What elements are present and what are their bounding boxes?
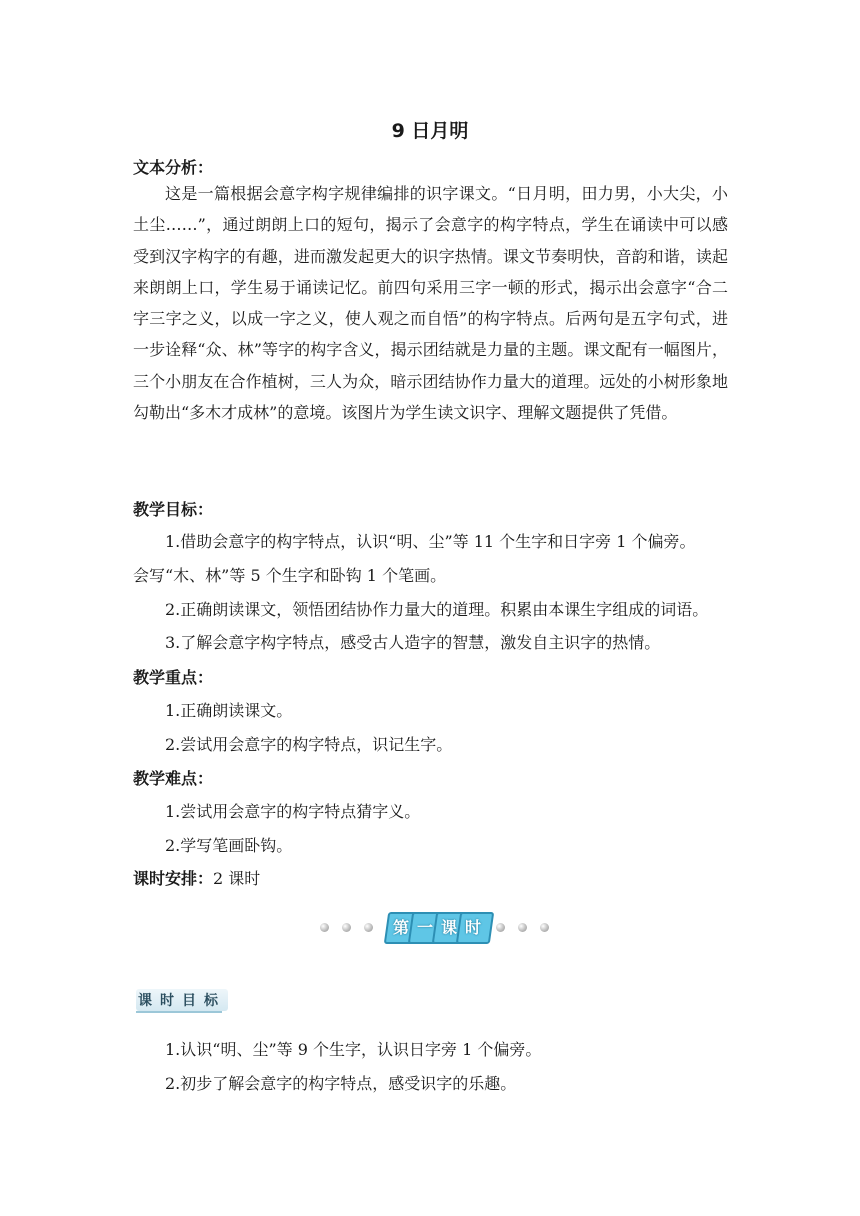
difficulties-heading: 教学难点： <box>133 769 214 788</box>
badge-char: 一 <box>416 918 433 937</box>
lesson-goal-item-2: 2.初步了解会意字的构字特点，感受识字的乐趣。 <box>165 1074 517 1093</box>
analysis-heading: 文本分析： <box>133 158 214 177</box>
badge-char: 第 <box>392 918 409 937</box>
difficulty-item-2: 2.学写笔画卧钩。 <box>165 836 293 855</box>
goals-heading: 教学目标： <box>133 500 214 519</box>
schedule-label: 课时安排： <box>133 869 214 888</box>
banner-dot-icon <box>320 923 329 932</box>
badge-char: 时 <box>464 918 481 937</box>
lesson-one-badge <box>386 912 484 942</box>
key-point-item-1: 1.正确朗读课文。 <box>165 701 293 720</box>
lesson-goals-tag-label: 课时目标 <box>138 993 226 1009</box>
key-point-item-2: 2.尝试用会意字的构字特点，识记生字。 <box>165 735 453 754</box>
banner-dot-icon <box>364 923 373 932</box>
banner-dot-icon <box>342 923 351 932</box>
schedule-value: 2 课时 <box>213 869 261 888</box>
lesson-goals-tag <box>136 989 228 1011</box>
analysis-paragraph: 这是一篇根据会意字构字规律编排的识字课文。“日月明，田力男，小大尖，小土尘……”，通过朗朗上口的短句，揭示了会意字的构字特点，学生在诵读中可以感受到汉字构字的有趣，进而激发起更大的识字热情。课文节奏明快，音韵和谐，读起来朗朗上口，学生易于诵读记忆。前四句采用三字一顿的形式，揭示出会意字“合二字三字之义，以成一字之义，使人观之而自悟”的构字特点。后两句是五字句式，进一步诠释“众、林”等字的构字含义，揭示团结就是力量的主题。课文配有一幅图片，三个小朋友在合作植树，三人为众，暗示团结协作力量大的道理。远处的小树形象地勾勒出“多木才成林”的意境。该图片为学生读文识字、理解文题提供了凭借。 <box>133 184 728 423</box>
lesson-goals-underline <box>136 1011 222 1013</box>
key-points-heading: 教学重点： <box>133 668 214 687</box>
badge-char: 课 <box>440 918 457 937</box>
lesson-one-banner <box>318 911 548 945</box>
schedule-line <box>133 866 260 889</box>
goal-item-2: 2.正确朗读课文，领悟团结协作力量大的道理。积累由本课生字组成的词语。 <box>165 600 709 619</box>
difficulty-item-1: 1.尝试用会意字的构字特点猜字义。 <box>165 802 421 821</box>
goal-item-1-cont: 会写“木、林”等 5 个生字和卧钩 1 个笔画。 <box>133 566 447 585</box>
page-title: 9 日月明 <box>391 120 469 142</box>
banner-dot-icon <box>518 923 527 932</box>
goal-item-3: 3.了解会意字构字特点，感受古人造字的智慧，激发自主识字的热情。 <box>165 633 661 652</box>
banner-dot-icon <box>496 923 505 932</box>
lesson-goal-item-1: 1.认识“明、尘”等 9 个生字，认识日字旁 1 个偏旁。 <box>165 1040 542 1059</box>
banner-dot-icon <box>540 923 549 932</box>
goal-item-1: 1.借助会意字的构字特点，认识“明、尘”等 11 个生字和日字旁 1 个偏旁。 <box>165 532 696 551</box>
